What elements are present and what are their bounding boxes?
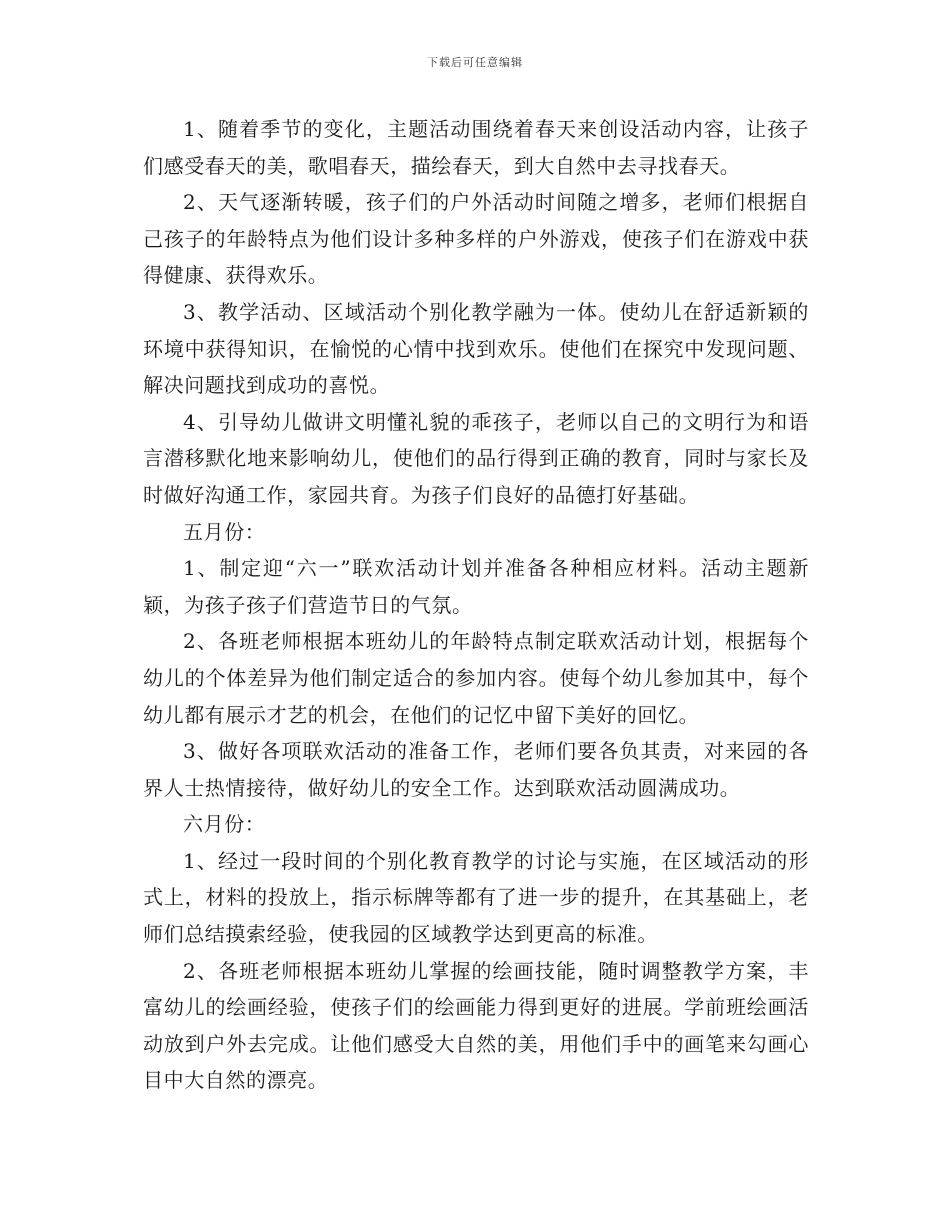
- paragraph-may-2: 2、各班老师根据本班幼儿的年龄特点制定联欢活动计划，根据每个幼儿的个体差异为他们制定适合的参加内容。使每个幼儿参加其中，每个幼儿都有展示才艺的机会，在他们的记忆中留下美好的回忆。: [143, 629, 809, 727]
- header-note: 下载后可任意编辑: [427, 56, 523, 69]
- paragraph-june-1: 1、经过一段时间的个别化教育教学的讨论与实施，在区域活动的形式上，材料的投放上，指示标牌等都有了进一步的提升，在其基础上，老师们总结摸索经验，使我园的区域教学达到更高的标准。: [143, 848, 809, 947]
- document-body: [143, 111, 809, 1099]
- paragraph-april-3: 3、教学活动、区域活动个别化教学融为一体。使幼儿在舒适新颖的环境中获得知识，在愉悦的心情中找到欢乐。使他们在探究中发现问题、解决问题找到成功的喜悦。: [143, 299, 809, 398]
- paragraph-april-1: 1、随着季节的变化，主题活动围绕着春天来创设活动内容，让孩子们感受春天的美，歌唱春天，描绘春天，到大自然中去寻找春天。: [143, 117, 809, 178]
- section-heading-may: 五月份：: [183, 519, 266, 544]
- section-heading-june: 六月份：: [183, 812, 266, 837]
- paragraph-may-1: 1、制定迎“六一”联欢活动计划并准备各种相应材料。活动主题新颖，为孩子孩子们营造节日的气氛。: [143, 556, 809, 617]
- paragraph-may-3: 3、做好各项联欢活动的准备工作，老师们要各负其责，对来园的各界人士热情接待，做好幼儿的安全工作。达到联欢活动圆满成功。: [143, 739, 809, 800]
- paragraph-june-2: 2、各班老师根据本班幼儿掌握的绘画技能，随时调整教学方案，丰富幼儿的绘画经验，使孩子们的绘画能力得到更好的进展。学前班绘画活动放到户外去完成。让他们感受大自然的美，用他们手中的画笔来勾画心目中大自然的漂亮。: [143, 958, 809, 1093]
- paragraph-april-4: 4、引导幼儿做讲文明懂礼貌的乖孩子，老师以自己的文明行为和语言潜移默化地来影响幼儿，使他们的品行得到正确的教育，同时与家长及时做好沟通工作，家园共育。为孩子们良好的品德打好基础。: [143, 409, 809, 507]
- paragraph-april-2: 2、天气逐渐转暖，孩子们的户外活动时间随之增多，老师们根据自己孩子的年龄特点为他们设计多种多样的户外游戏，使孩子们在游戏中获得健康、获得欢乐。: [143, 190, 809, 288]
